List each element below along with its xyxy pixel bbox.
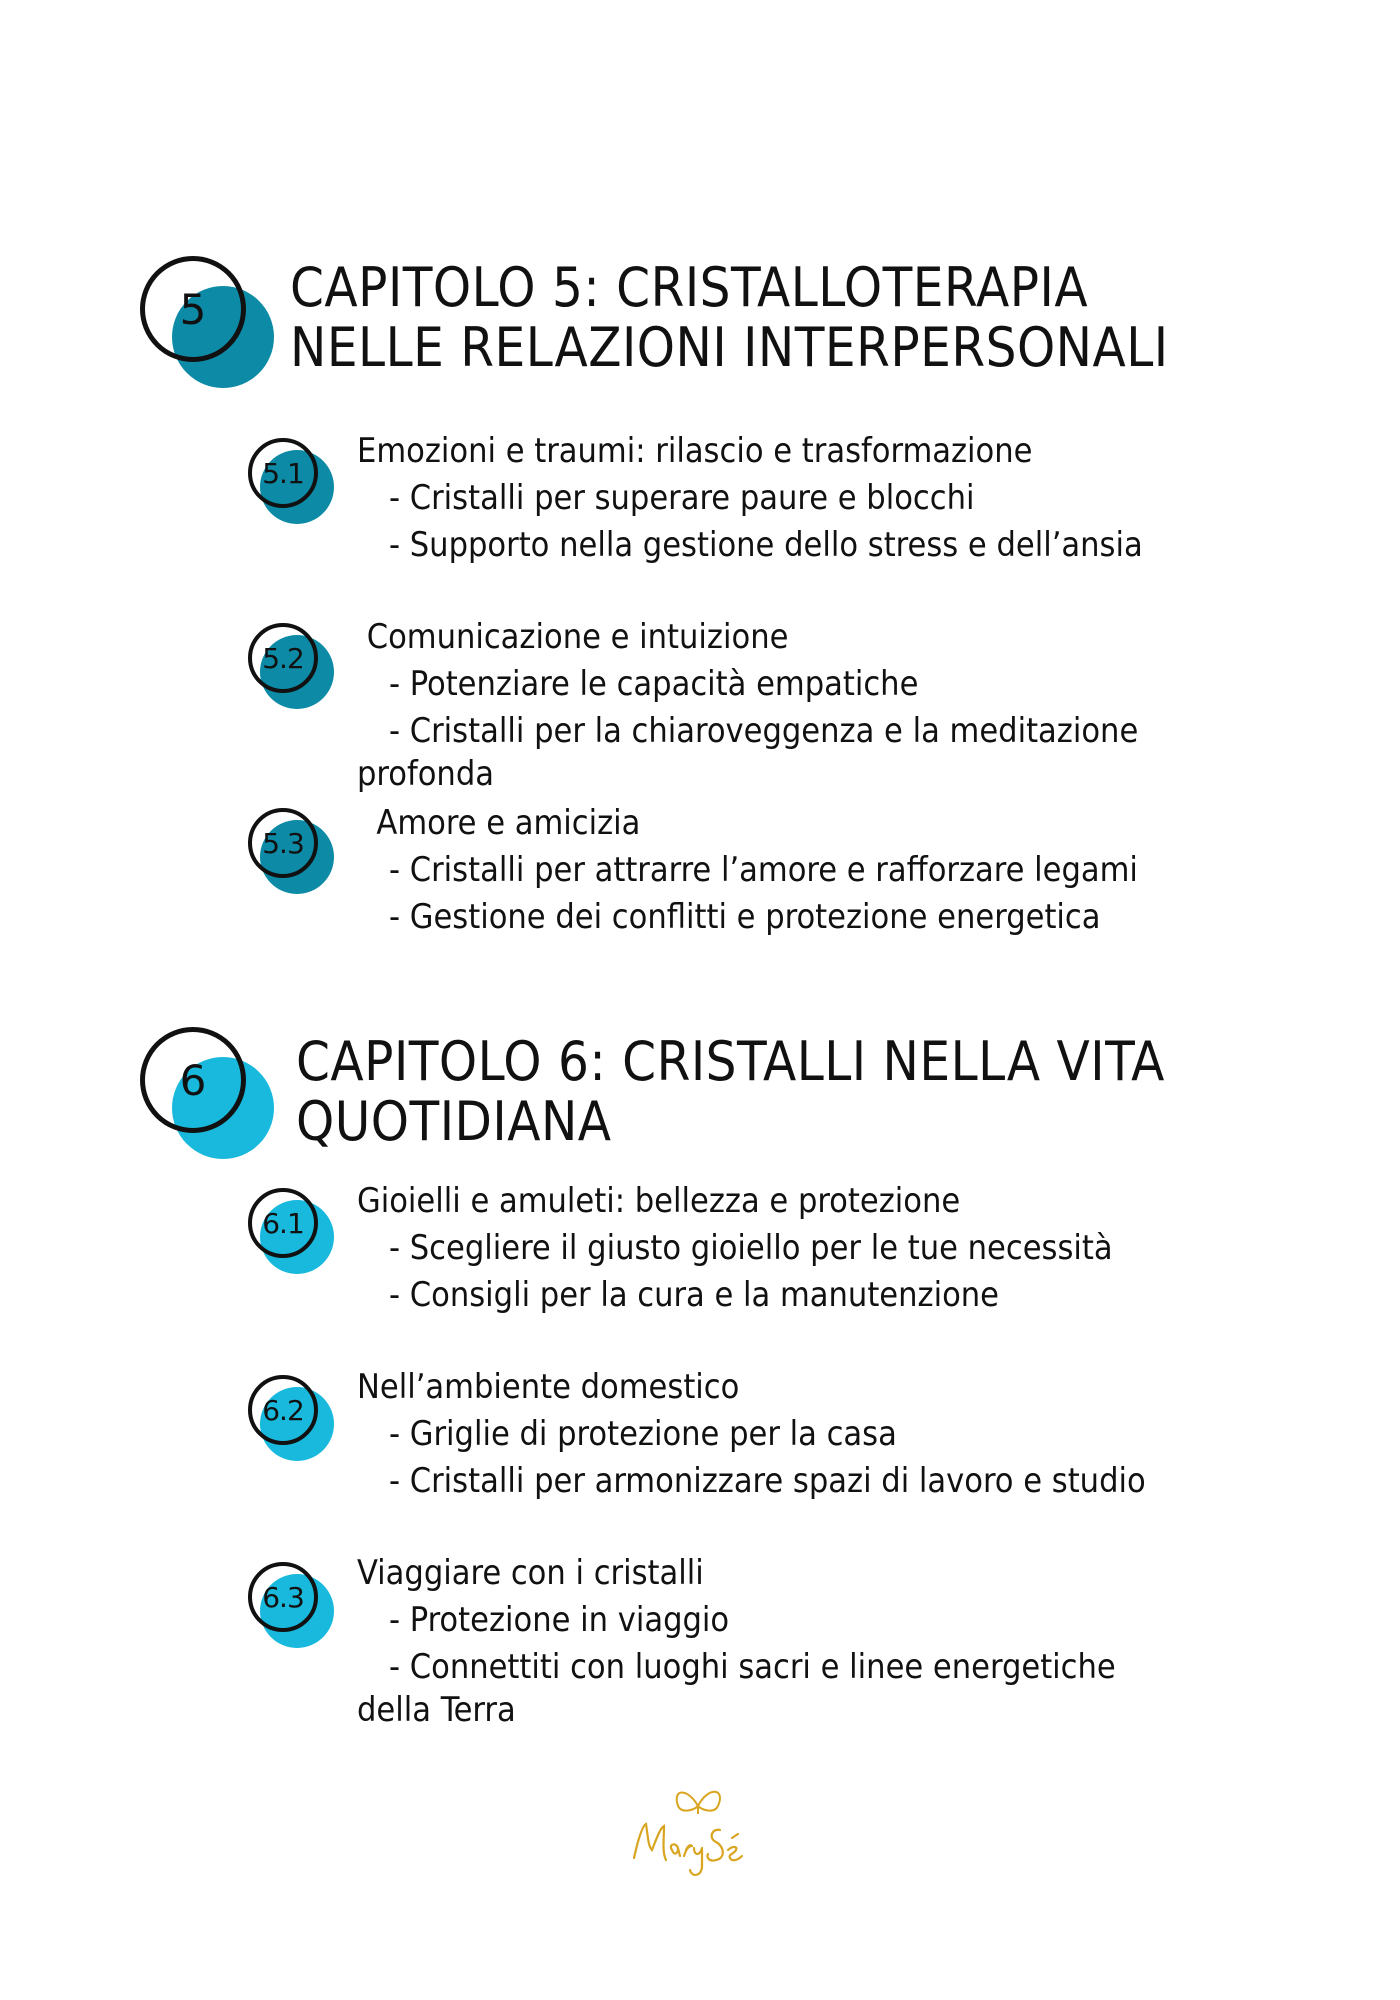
- section-6-1-bullet-1: - Scegliere il giusto gioiello per le tue necessità: [389, 1228, 1113, 1268]
- section-6-1-badge: [248, 1188, 338, 1278]
- section-6-3-bullet-2: - Connettiti con luoghi sacri e linee energetiche: [389, 1647, 1116, 1687]
- section-6-3-title: Viaggiare con i cristalli: [357, 1553, 704, 1593]
- section-5-2-bullet-1: - Potenziare le capacità empatiche: [389, 664, 919, 704]
- logo-signature: [634, 1824, 742, 1875]
- section-6-3-badge: [248, 1562, 338, 1652]
- butterfly-icon: [677, 1792, 720, 1814]
- chapter-6-title-line-1: CAPITOLO 6: CRISTALLI NELLA VITA: [296, 1030, 1165, 1093]
- section-5-1-badge: [248, 438, 338, 528]
- chapter-6-badge-number: 6: [140, 1027, 246, 1133]
- section-5-2-bullet-2: - Cristalli per la chiaroveggenza e la meditazione: [389, 711, 1139, 751]
- chapter-5-badge: [140, 256, 280, 396]
- section-6-3: [357, 1550, 1307, 1734]
- section-6-2-bullet-1: - Griglie di protezione per la casa: [389, 1414, 897, 1454]
- chapter-5-title: [290, 258, 1290, 378]
- brand-logo: [628, 1780, 768, 1890]
- section-5-1-bullet-1: - Cristalli per superare paure e blocchi: [389, 478, 975, 518]
- section-6-3-badge-number: 6.3: [248, 1562, 318, 1632]
- section-6-3-bullet-1: - Protezione in viaggio: [389, 1600, 730, 1640]
- section-6-2-badge: [248, 1375, 338, 1465]
- chapter-6-badge: [140, 1027, 280, 1167]
- section-5-3-badge-number: 5.3: [248, 808, 318, 878]
- section-6-2-bullet-2: - Cristalli per armonizzare spazi di lavoro e studio: [389, 1461, 1146, 1501]
- section-6-1-bullet-2: - Consigli per la cura e la manutenzione: [389, 1275, 1000, 1315]
- chapter-6-title-line-2: QUOTIDIANA: [296, 1090, 612, 1153]
- chapter-6-title: [296, 1032, 1296, 1152]
- section-5-1: [357, 428, 1307, 569]
- section-5-1-badge-number: 5.1: [248, 438, 318, 508]
- chapter-5-title-line-2: NELLE RELAZIONI INTERPERSONALI: [290, 316, 1169, 379]
- section-5-3-bullet-1: - Cristalli per attrarre l’amore e rafforzare legami: [389, 850, 1138, 890]
- section-5-3: [357, 800, 1307, 941]
- section-6-2-title: Nell’ambiente domestico: [357, 1367, 740, 1407]
- section-5-2-badge: [248, 623, 338, 713]
- section-5-2-badge-number: 5.2: [248, 623, 318, 693]
- section-5-1-bullet-2: - Supporto nella gestione dello stress e dell’ansia: [389, 525, 1143, 565]
- section-6-1: [357, 1178, 1307, 1319]
- section-6-2-badge-number: 6.2: [248, 1375, 318, 1445]
- section-5-1-title: Emozioni e traumi: rilascio e trasformazione: [357, 431, 1033, 471]
- section-6-3-continuation: della Terra: [357, 1690, 516, 1730]
- section-5-3-bullet-2: - Gestione dei conflitti e protezione energetica: [389, 897, 1101, 937]
- section-6-1-title: Gioielli e amuleti: bellezza e protezione: [357, 1181, 961, 1221]
- section-6-1-badge-number: 6.1: [248, 1188, 318, 1258]
- chapter-5-badge-number: 5: [140, 256, 246, 362]
- section-5-3-title: Amore e amicizia: [357, 803, 641, 843]
- section-5-2-title: Comunicazione e intuizione: [357, 617, 789, 657]
- chapter-5-title-line-1: CAPITOLO 5: CRISTALLOTERAPIA: [290, 256, 1089, 319]
- section-5-3-badge: [248, 808, 338, 898]
- section-6-2: [357, 1364, 1307, 1505]
- section-5-2-continuation: profonda: [357, 754, 494, 794]
- section-5-2: [357, 614, 1307, 798]
